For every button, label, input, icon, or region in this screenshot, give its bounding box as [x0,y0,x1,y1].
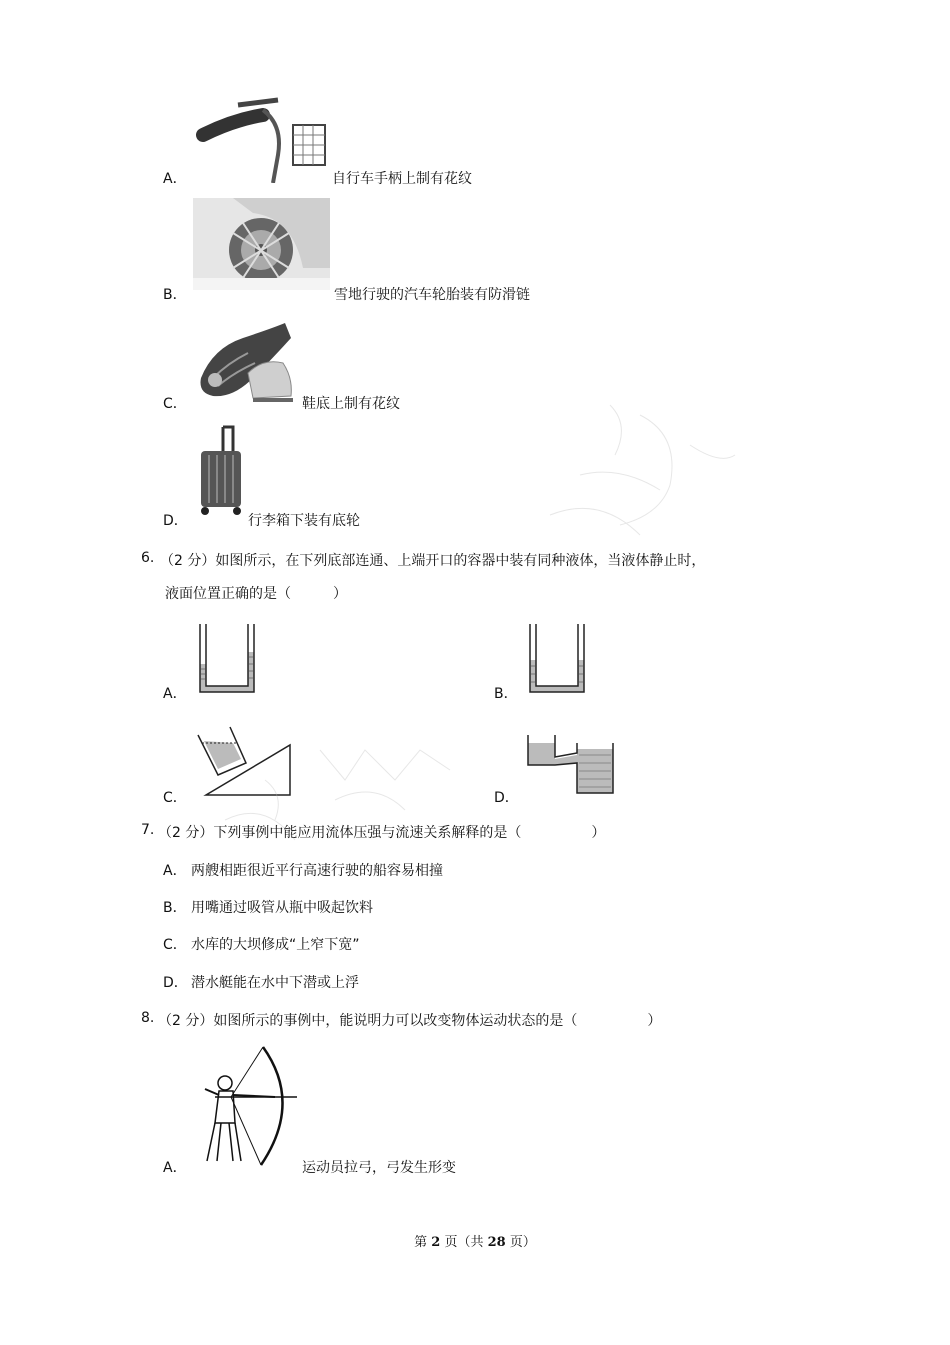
question-stem-line2: 液面位置正确的是（ ） [165,586,347,602]
snow-chain-tire-image [193,198,330,290]
question-number: 8. [141,1010,155,1026]
question-number: 6. [141,550,155,566]
option-text: 雪地行驶的汽车轮胎装有防滑链 [334,287,530,303]
option-letter: B． [494,686,518,702]
option-text: 行李箱下装有底轮 [248,513,360,529]
option-letter: B． [163,900,187,916]
option-text: 自行车手柄上制有花纹 [332,171,472,187]
option-text: 两艘相距很近平行高速行驶的船容易相撞 [191,863,443,879]
option-letter: C． [163,790,187,806]
option-letter: B． [163,287,187,303]
option-text: 水库的大坝修成“上窄下宽” [191,937,360,953]
watermark-mark [520,395,750,545]
u-tube-b-diagram [526,624,588,694]
option-letter: D． [163,975,188,991]
option-letter: D． [494,790,519,806]
archer-drawing-bow-image [195,1045,300,1167]
page-footer [0,1231,950,1250]
watermark-mark [205,740,465,850]
bicycle-handlebar-image [193,95,328,183]
suitcase-image [195,425,247,517]
u-tube-a-diagram [196,624,258,694]
option-text: 鞋底上制有花纹 [302,396,400,412]
question-stem: （2 分）如图所示的事例中，能说明力可以改变物体运动状态的是（ ） [158,1013,662,1029]
connected-vessels-d-diagram [527,735,615,795]
option-text: 用嘴通过吸管从瓶中吸起饮料 [191,900,373,916]
footer-mid: 页（共 [444,1235,484,1250]
option-letter: A． [163,171,187,187]
option-letter: A． [163,686,187,702]
footer-prefix: 第 [414,1235,428,1250]
option-text: 潜水艇能在水中下潜或上浮 [191,975,359,991]
sneakers-image [193,318,295,408]
footer-page-number: 2 [431,1235,441,1250]
option-letter: C． [163,937,187,953]
option-letter: D． [163,513,188,529]
footer-total-pages: 28 [487,1235,506,1250]
option-text: 运动员拉弓，弓发生形变 [302,1160,456,1176]
footer-suffix: 页） [509,1235,536,1250]
option-letter: A． [163,863,187,879]
question-stem: （2 分）下列事例中能应用流体压强与流速关系解释的是（ ） [158,825,606,841]
question-number: 7. [141,822,155,838]
option-letter: C． [163,396,187,412]
option-letter: A． [163,1160,187,1176]
question-stem: （2 分）如图所示，在下列底部连通、上端开口的容器中装有同种液体，当液体静止时， [160,553,706,569]
